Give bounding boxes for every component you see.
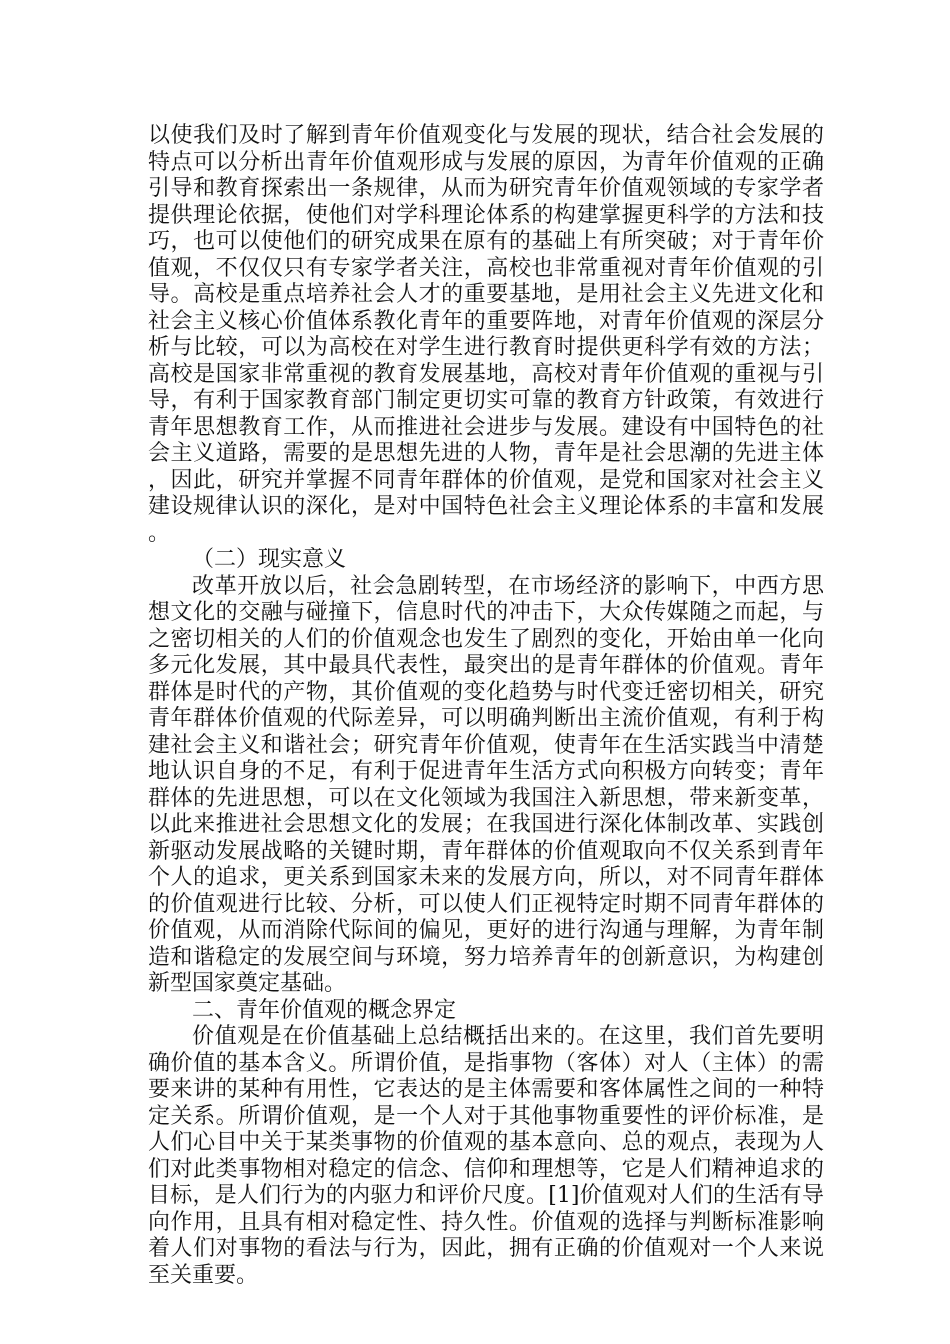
heading-practical-significance: （二）现实意义 [192, 547, 347, 572]
paragraph-research-significance-continued: 以使我们及时了解到青年价值观变化与发展的现状，结合社会发展的特点可以分析出青年价值观形成与发展的原因，为青年价值观的正确引导和教育探索出一条规律，从而为研究青年价值观领域的专家学者提供理论依据，使他们对学科理论体系的构建掌握更科学的方法和技巧，也可以使他们的研究成果在原有的基础上有所突破；对于青年价值观，不仅仅只有专家学者关注，高校也非常重视对青年价值观的引导。高校是重点培养社会人才的重要基地，是用社会主义先进文化和社会主义核心价值体系教化青年的重要阵地，对青年价值观的深层分析与比较，可以为高校在对学生进行教育时提供更科学有效的方法；高校是国家非常重视的教育发展基地，高校对青年价值观的重视与引导，有利于国家教育部门制定更切实可靠的教育方针政策，有效进行青年思想教育工作，从而推进社会进步与发展。建设有中国特色的社会主义道路，需要的是思想先进的人物，青年是社会思潮的先进主体，因此，研究并掌握不同青年群体的价值观，是党和国家对社会主义建设规律认识的深化，是对中国特色社会主义理论体系的丰富和发展。 [148, 123, 824, 546]
paragraph-practical-significance: 改革开放以后，社会急剧转型，在市场经济的影响下，中西方思想文化的交融与碰撞下，信息时代的冲击下，大众传媒随之而起，与之密切相关的人们的价值观念也发生了剧烈的变化，开始由单一化向多元化发展，其中最具代表性，最突出的是青年群体的价值观。青年群体是时代的产物，其价值观的变化趋势与时代变迁密切相关，研究青年群体价值观的代际差异，可以明确判断出主流价值观，有利于构建社会主义和谐社会；研究青年价值观，使青年在生活实践当中清楚地认识自身的不足，有利于促进青年生活方式向积极方向转变；青年群体的先进思想，可以在文化领域为我国注入新思想，带来新变革，以此来推进社会思想文化的发展；在我国进行深化体制改革、实践创新驱动发展战略的关键时期，青年群体的价值观取向不仅关系到青年个人的追求，更关系到国家未来的发展方向，所以，对不同青年群体的价值观进行比较、分析，可以使人们正视特定时期不同青年群体的价值观，从而消除代际间的偏见，更好的进行沟通与理解，为青年制造和谐稳定的发展空间与环境，努力培养青年的创新意识，为构建创新型国家奠定基础。 [148, 573, 824, 996]
heading-concept-definition: 二、青年价值观的概念界定 [192, 997, 457, 1023]
paragraph-concept-definition: 价值观是在价值基础上总结概括出来的。在这里，我们首先要明确价值的基本含义。所谓价值，是指事物（客体）对人（主体）的需要来讲的某种有用性，它表达的是主体需要和客体属性之间的一种特定关系。所谓价值观，是一个人对于其他事物重要性的评价标准，是人们心目中关于某类事物的价值观的基本意向、总的观点，表现为人们对此类事物相对稳定的信念、信仰和理想等，它是人们精神追求的目标，是人们行为的内驱力和评价尺度。[1]价值观对人们的生活有导向作用，且具有相对稳定性、持久性。价值观的选择与判断标准影响着人们对事物的看法与行为，因此，拥有正确的价值观对一个人来说至关重要。 [148, 1024, 824, 1288]
document-page [148, 123, 824, 1289]
